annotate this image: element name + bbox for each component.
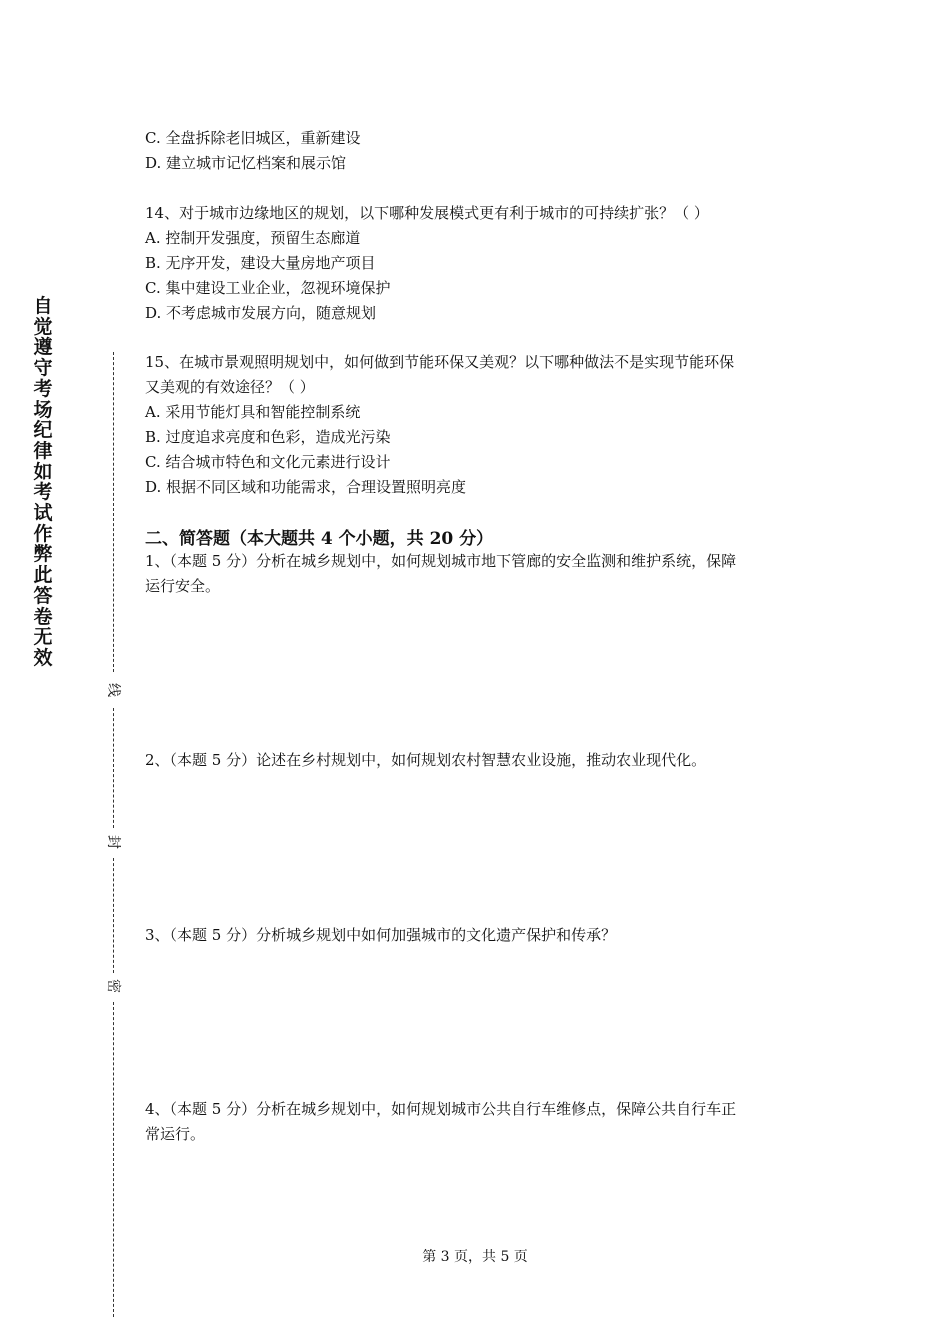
seal-line-segment: [113, 858, 114, 973]
page-number: 第 3 页，共 5 页: [422, 1249, 528, 1265]
short-answer-q2: 2、（本题 5 分）论述在乡村规划中，如何规划农村智慧农业设施，推动农业现代化。: [145, 751, 707, 769]
q15-option-b: B. 过度追求亮度和色彩，造成光污染: [145, 428, 391, 446]
exam-discipline-warning: 自 觉 遵 守 考 场 纪 律 如 考 试 作 弊 此 答 卷 无 效: [33, 295, 53, 669]
short-answer-q1-line1: 1、（本题 5 分）分析在城乡规划中，如何规划城市地下管廊的安全监测和维护系统，保障: [145, 552, 737, 570]
q14-option-c: C. 集中建设工业企业，忽视环境保护: [145, 279, 391, 297]
seal-line-segment: [113, 352, 114, 672]
short-answer-q3: 3、（本题 5 分）分析城乡规划中如何加强城市的文化遗产保护和传承？: [145, 926, 617, 944]
q13-option-c: C. 全盘拆除老旧城区，重新建设: [145, 129, 361, 147]
q15-option-d: D. 根据不同区域和功能需求，合理设置照明亮度: [145, 478, 467, 496]
q15-stem-line1: 15、在城市景观照明规划中，如何做到节能环保又美观？以下哪种做法不是实现节能环保: [145, 353, 735, 371]
seal-label-secret: 密: [105, 979, 121, 993]
q14-option-a: A. 控制开发强度，预留生态廊道: [145, 229, 361, 247]
short-answer-q4-line2: 常运行。: [145, 1125, 206, 1143]
q15-stem-line2: 又美观的有效途径？（ ）: [145, 378, 315, 396]
seal-label-line: 线: [105, 683, 121, 697]
short-answer-q1-line2: 运行安全。: [145, 577, 221, 595]
q14-option-b: B. 无序开发，建设大量房地产项目: [145, 254, 376, 272]
q13-option-d: D. 建立城市记忆档案和展示馆: [145, 154, 347, 172]
seal-line-segment: [113, 1002, 114, 1317]
q15-option-a: A. 采用节能灯具和智能控制系统: [145, 403, 361, 421]
seal-line-segment: [113, 708, 114, 828]
q14-option-d: D. 不考虑城市发展方向，随意规划: [145, 304, 377, 322]
seal-label-seal: 封: [105, 835, 121, 849]
q14-stem: 14、对于城市边缘地区的规划，以下哪种发展模式更有利于城市的可持续扩张？（ ）: [145, 204, 709, 222]
short-answer-q4-line1: 4、（本题 5 分）分析在城乡规划中，如何规划城市公共自行车维修点，保障公共自行车正: [145, 1100, 737, 1118]
q15-option-c: C. 结合城市特色和文化元素进行设计: [145, 453, 391, 471]
section-title: 二、简答题（本大题共 4 个小题，共 20 分）: [145, 529, 494, 549]
